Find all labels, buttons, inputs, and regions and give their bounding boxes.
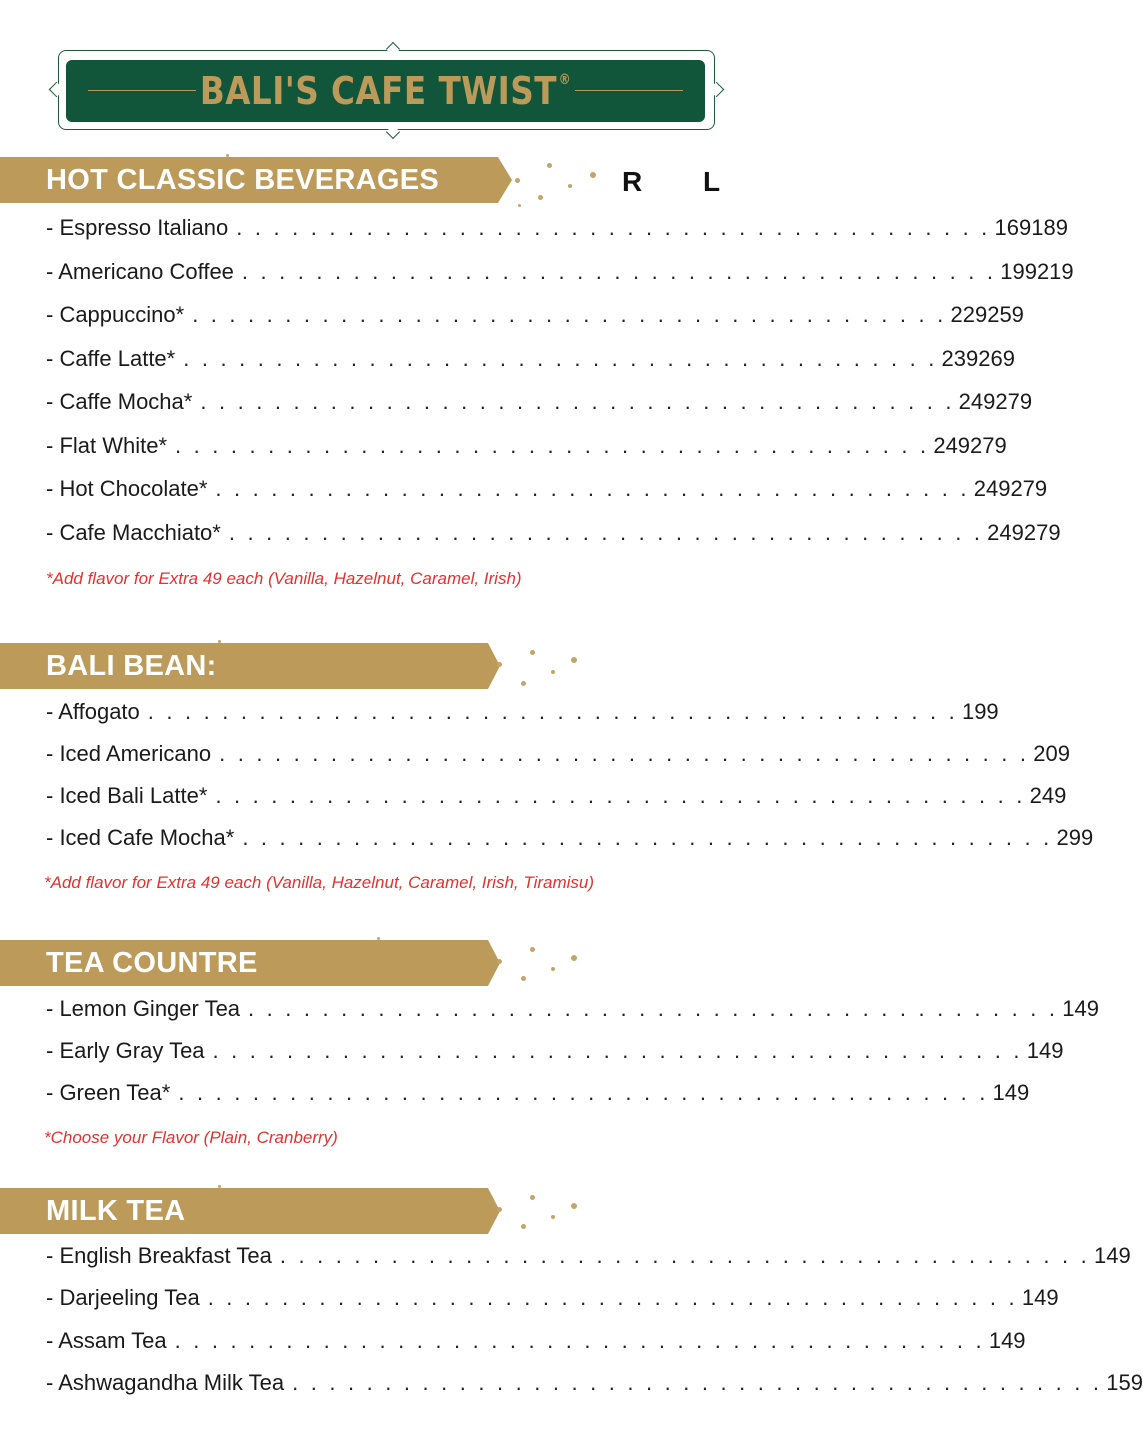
menu-item [46,1080,1030,1110]
item-price: 299 [1056,825,1094,850]
item-name: - Ashwagandha Milk Tea [46,1370,285,1395]
speck [497,662,502,667]
item-price: 149 [1062,996,1099,1021]
price-regular: 249 [973,476,1011,501]
menu-item [46,1285,1059,1315]
menu-item [46,996,1099,1026]
section-title: MILK TEA [46,1195,186,1227]
price-large: 279 [970,433,1007,458]
item-name: - Darjeeling Tea [46,1285,200,1310]
leader-dots: . . . . . . . . . . . . . . . . . . . . . . . . . . . . . . . . . . . . . . . . . . . . [292,1370,1103,1395]
menu-item [46,741,1070,771]
item-price: 149 [1094,1243,1131,1268]
item-name: - Iced Americano [46,741,212,766]
item-name: - Affogato [46,699,140,724]
section-title: TEA COUNTRE [46,947,258,979]
menu-item [46,1328,1026,1358]
item-name: - Caffe Latte* [46,346,176,371]
menu-item [46,699,999,729]
speck [538,195,543,200]
speck [590,172,596,178]
leader-dots: . . . . . . . . . . . . . . . . . . . . . . . . . . . . . . . . . . . . . . . . . [215,476,970,501]
speck [226,154,229,157]
item-name: - Assam Tea [46,1328,167,1353]
item-price: 149 [992,1080,1030,1105]
item-name: - English Breakfast Tea [46,1243,272,1268]
item-price: 199 [961,699,999,724]
item-price: 209 [1033,741,1070,766]
speck [530,1195,535,1200]
speck [521,976,526,981]
item-name: - Cappuccino* [46,302,185,327]
menu-item [46,825,1094,855]
item-name: - Lemon Ginger Tea [46,996,241,1021]
leader-dots: . . . . . . . . . . . . . . . . . . . . . . . . . . . . . . . . . . . . . . . . . . . . [215,783,1026,808]
menu-item [46,389,1033,419]
item-price: 149 [1021,1285,1059,1310]
speck [218,640,221,643]
brand-name: BALI'S CAFE TWIST ® [199,69,572,113]
leader-dots: . . . . . . . . . . . . . . . . . . . . . . . . . . . . . . . . . . . . . . . . . . . . [147,699,958,724]
price-regular: 169 [994,215,1032,240]
price-large: 259 [987,302,1024,327]
menu-item [46,302,1024,332]
registered-mark: ® [558,72,572,88]
section-banner-milk-tea [0,1188,510,1234]
leader-dots: . . . . . . . . . . . . . . . . . . . . . . . . . . . . . . . . . . . . . . . . . . . . [279,1243,1090,1268]
item-name: - Espresso Italiano [46,215,229,240]
item-price: 149 [1026,1038,1064,1063]
item-name: - Cafe Macchiato* [46,520,221,545]
price-large: 279 [1010,476,1048,501]
item-name: - Early Gray Tea [46,1038,205,1063]
leader-dots: . . . . . . . . . . . . . . . . . . . . . . . . . . . . . . . . . . . . . . . . . [228,520,984,545]
price-regular: 249 [933,433,971,458]
leader-dots: . . . . . . . . . . . . . . . . . . . . . . . . . . . . . . . . . . . . . . . . . [192,302,947,327]
speck [377,937,380,940]
speck [571,1203,577,1209]
price-large: 189 [1031,215,1068,240]
leader-dots: . . . . . . . . . . . . . . . . . . . . . . . . . . . . . . . . . . . . . . . . . . . . [178,1080,989,1105]
item-price: 149 [988,1328,1026,1353]
flavor-note: *Choose your Flavor (Plain, Cranberry) [44,1128,338,1147]
menu-item [46,259,1074,289]
leader-dots: . . . . . . . . . . . . . . . . . . . . . . . . . . . . . . . . . . . . . . . . . . . . [219,741,1030,766]
menu-item [46,520,1061,550]
item-price: 249 [1029,783,1067,808]
menu-item [46,783,1067,813]
price-regular: 199 [1000,259,1037,284]
menu-item [46,215,1068,245]
price-large: 279 [1023,520,1061,545]
price-regular: 229 [950,302,988,327]
speck [497,1207,502,1212]
leader-dots: . . . . . . . . . . . . . . . . . . . . . . . . . . . . . . . . . . . . . . . . . . . . [207,1285,1018,1310]
column-header-large: L [703,166,721,197]
speck [530,650,535,655]
item-name: - Hot Chocolate* [46,476,208,501]
speck [218,1185,221,1188]
leader-dots: . . . . . . . . . . . . . . . . . . . . . . . . . . . . . . . . . . . . . . . . . . . . [212,1038,1023,1063]
section-title: BALI BEAN: [46,650,217,682]
menu-item [46,476,1048,506]
menu-item [46,1370,1143,1400]
price-large: 269 [978,346,1015,371]
speck [497,959,502,964]
leader-dots: . . . . . . . . . . . . . . . . . . . . . . . . . . . . . . . . . . . . . . . . . [175,433,930,458]
speck [518,204,521,207]
speck [571,657,577,663]
menu-item [46,1038,1064,1068]
section-banner-tea-countre [0,940,510,986]
price-large: 219 [1036,259,1074,284]
item-name: - Americano Coffee [46,259,234,284]
flavor-note: *Add flavor for Extra 49 each (Vanilla, Hazelnut, Caramel, Irish) [46,569,522,588]
speck [530,947,535,952]
speck [551,967,555,971]
item-price: 159 [1106,1370,1143,1395]
item-name: - Green Tea* [46,1080,171,1105]
speck [551,1215,555,1219]
leader-dots: . . . . . . . . . . . . . . . . . . . . . . . . . . . . . . . . . . . . . . . . . [200,389,955,414]
price-regular: 249 [958,389,996,414]
logo-band [66,60,705,122]
leader-dots: . . . . . . . . . . . . . . . . . . . . . . . . . . . . . . . . . . . . . . . . . . . . [174,1328,985,1353]
price-regular: 239 [941,346,979,371]
item-name: - Flat White* [46,433,168,458]
speck [571,955,577,961]
speck [551,670,555,674]
brand-logo [48,44,725,136]
price-large: 279 [995,389,1033,414]
item-name: - Iced Bali Latte* [46,783,208,808]
speck [515,178,520,183]
column-header-regular: R [622,166,643,197]
section-banner-bali-bean [0,643,510,689]
menu-item [46,433,1007,463]
item-name: - Caffe Mocha* [46,389,193,414]
section-banner-hot-classic [0,157,520,203]
leader-dots: . . . . . . . . . . . . . . . . . . . . . . . . . . . . . . . . . . . . . . . . . [183,346,938,371]
item-name: - Iced Cafe Mocha* [46,825,235,850]
leader-dots: . . . . . . . . . . . . . . . . . . . . . . . . . . . . . . . . . . . . . . . . . . . . [248,996,1059,1021]
leader-dots: . . . . . . . . . . . . . . . . . . . . . . . . . . . . . . . . . . . . . . . . . [241,259,997,284]
leader-dots: . . . . . . . . . . . . . . . . . . . . . . . . . . . . . . . . . . . . . . . . . . . . [242,825,1053,850]
speck [521,1224,526,1229]
speck [521,681,526,686]
price-regular: 249 [987,520,1024,545]
speck [568,184,572,188]
menu-item [46,346,1015,376]
leader-dots: . . . . . . . . . . . . . . . . . . . . . . . . . . . . . . . . . . . . . . . . . [236,215,991,240]
section-title: HOT CLASSIC BEVERAGES [46,164,440,196]
flavor-note: *Add flavor for Extra 49 each (Vanilla, Hazelnut, Caramel, Irish, Tiramisu) [44,873,595,892]
menu-item [46,1243,1131,1273]
speck [547,163,552,168]
